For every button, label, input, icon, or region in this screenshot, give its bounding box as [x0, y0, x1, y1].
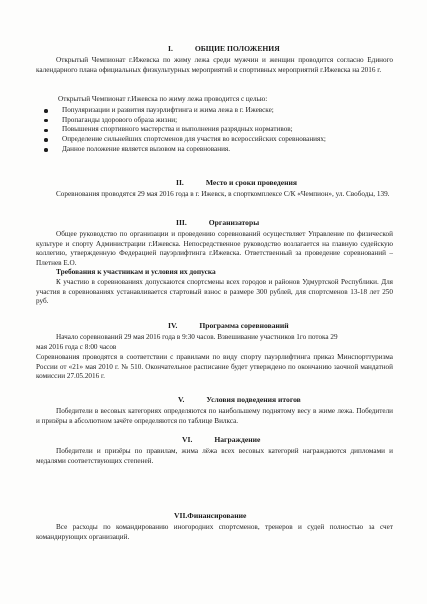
- section-title: Место и сроки проведения: [205, 178, 298, 187]
- list-item-text: Определение сильнейших спортсменов для участия во всероссийских соревнованиях;: [62, 135, 326, 144]
- section-title: ОБЩИЕ ПОЛОЖЕНИЯ: [194, 44, 280, 53]
- section-3-heading: [176, 218, 259, 227]
- section-2-body: [36, 190, 393, 200]
- section-7-heading: [174, 511, 246, 520]
- goals-list: [44, 106, 393, 155]
- section-number: II.: [176, 178, 184, 187]
- paragraph: Общее руководство по организации и проведению соревнований осуществляет Управление по физической культуре и спорту Администрации г.Ижевска. Непосредственное руководство возлагается на главную судейскую коллегию, утвержденную Федерацией пауэрлифтинга г.Ижевска. Ответственный за проведение соревнований – Плетнев Е.О.: [36, 230, 393, 267]
- section-5-heading: [178, 395, 301, 404]
- bullet-icon: [44, 148, 48, 152]
- admission-body: [36, 278, 393, 307]
- section-6-body: [36, 447, 393, 466]
- section-1-heading: [168, 44, 280, 53]
- list-item: [44, 116, 393, 126]
- section-4-heading: [168, 321, 289, 330]
- section-number: V.: [178, 395, 185, 404]
- weigh-in-line: мая 2016 года с 8:00 часов: [36, 343, 117, 351]
- section-number: IV.: [168, 321, 178, 330]
- paragraph: Победители и призёры по правилам, жима лёжа всех весовых категорий награждаются дипломами и медалями соответствующих степеней.: [36, 447, 393, 465]
- list-item-text: Популяризации и развития пауэрлифтинга и жима лежа в г. Ижевске;: [62, 106, 274, 114]
- list-item: [44, 106, 393, 116]
- list-item: [44, 125, 393, 135]
- section-title: Программа соревнований: [199, 321, 289, 330]
- section-number: III.: [176, 218, 187, 227]
- bullet-icon: [44, 109, 48, 113]
- section-5-body: [36, 407, 393, 426]
- section-number: VI.: [182, 435, 193, 444]
- section-2-heading: [176, 178, 297, 187]
- list-item-text: Данное положение является вызовом на соревнования.: [62, 144, 231, 153]
- section-title: Условия подведения итогов: [206, 395, 301, 404]
- section-title: Организаторы: [208, 218, 260, 227]
- paragraph: Открытый Чемпионат г.Ижевска по жиму лежа среди мужчин и женщин проводится согласно Единого календарного плана официальных физкультурных мероприятий и спортивных мероприятий г.Ижевска на 2016 г.: [36, 56, 393, 74]
- section-1-body: [36, 56, 393, 75]
- section-6-heading: [182, 435, 260, 444]
- bullet-icon: [44, 138, 48, 142]
- section-3-body: [36, 230, 393, 268]
- bullet-icon: [44, 119, 48, 123]
- list-item: [44, 145, 393, 155]
- list-item-text: Пропаганды здорового образа жизни;: [62, 115, 178, 124]
- paragraph: Соревнования проводятся в соответствии с правилами по виду спорту пауэрлифтинга приказ Минспорттуризма России от «21» мая 2010 г. № 510. Окончательное расписание будет утверждено по окончанию заочной мандатной комиссии 27.05.2016 г.: [36, 353, 393, 381]
- paragraph: Соревнования проводятся 29 мая 2016 года в г. Ижевск, в спорткомплексе С/К «Чемпион», ул. Свободы, 139.: [56, 190, 390, 198]
- paragraph: Победители в весовых категориях определяются по наибольшему поднятому весу в жиме лежа. Победители и призёры в абсолютном зачёте определяются по таблице Вилкса.: [36, 407, 393, 425]
- bullet-icon: [44, 129, 48, 133]
- section-number: VII.: [174, 511, 188, 520]
- list-item-text: Повышения спортивного мастерства и выполнения разрядных нормативов;: [62, 125, 293, 134]
- list-item: [44, 135, 393, 145]
- admission-subheading: Требования к участникам и условия их допуска: [56, 267, 216, 276]
- paragraph: Все расходы по командированию иногородних спортсменов, тренеров и судей полностью за счет командирующих организаций.: [36, 523, 393, 541]
- section-title: Финансирование: [187, 511, 247, 520]
- section-4-body: [36, 353, 393, 382]
- goals-intro: Открытый Чемпионат г.Ижевска по жиму лежа проводится с целью:: [58, 95, 268, 103]
- section-7-body: [36, 523, 393, 542]
- section-title: Награждение: [214, 435, 261, 444]
- program-start-line: Начало соревнований 29 мая 2016 года в 9:30 часов. Взвешивание участников 1го потока 29: [56, 333, 338, 341]
- section-number: I.: [168, 44, 173, 53]
- paragraph: К участию в соревнованиях допускаются спортсмены всех городов и районов Удмуртской Республики. Для участия в соревнованиях устанавливается стартовый взнос в размере 300 рублей, для спортсменов 13-18 лет 250 руб.: [36, 278, 393, 306]
